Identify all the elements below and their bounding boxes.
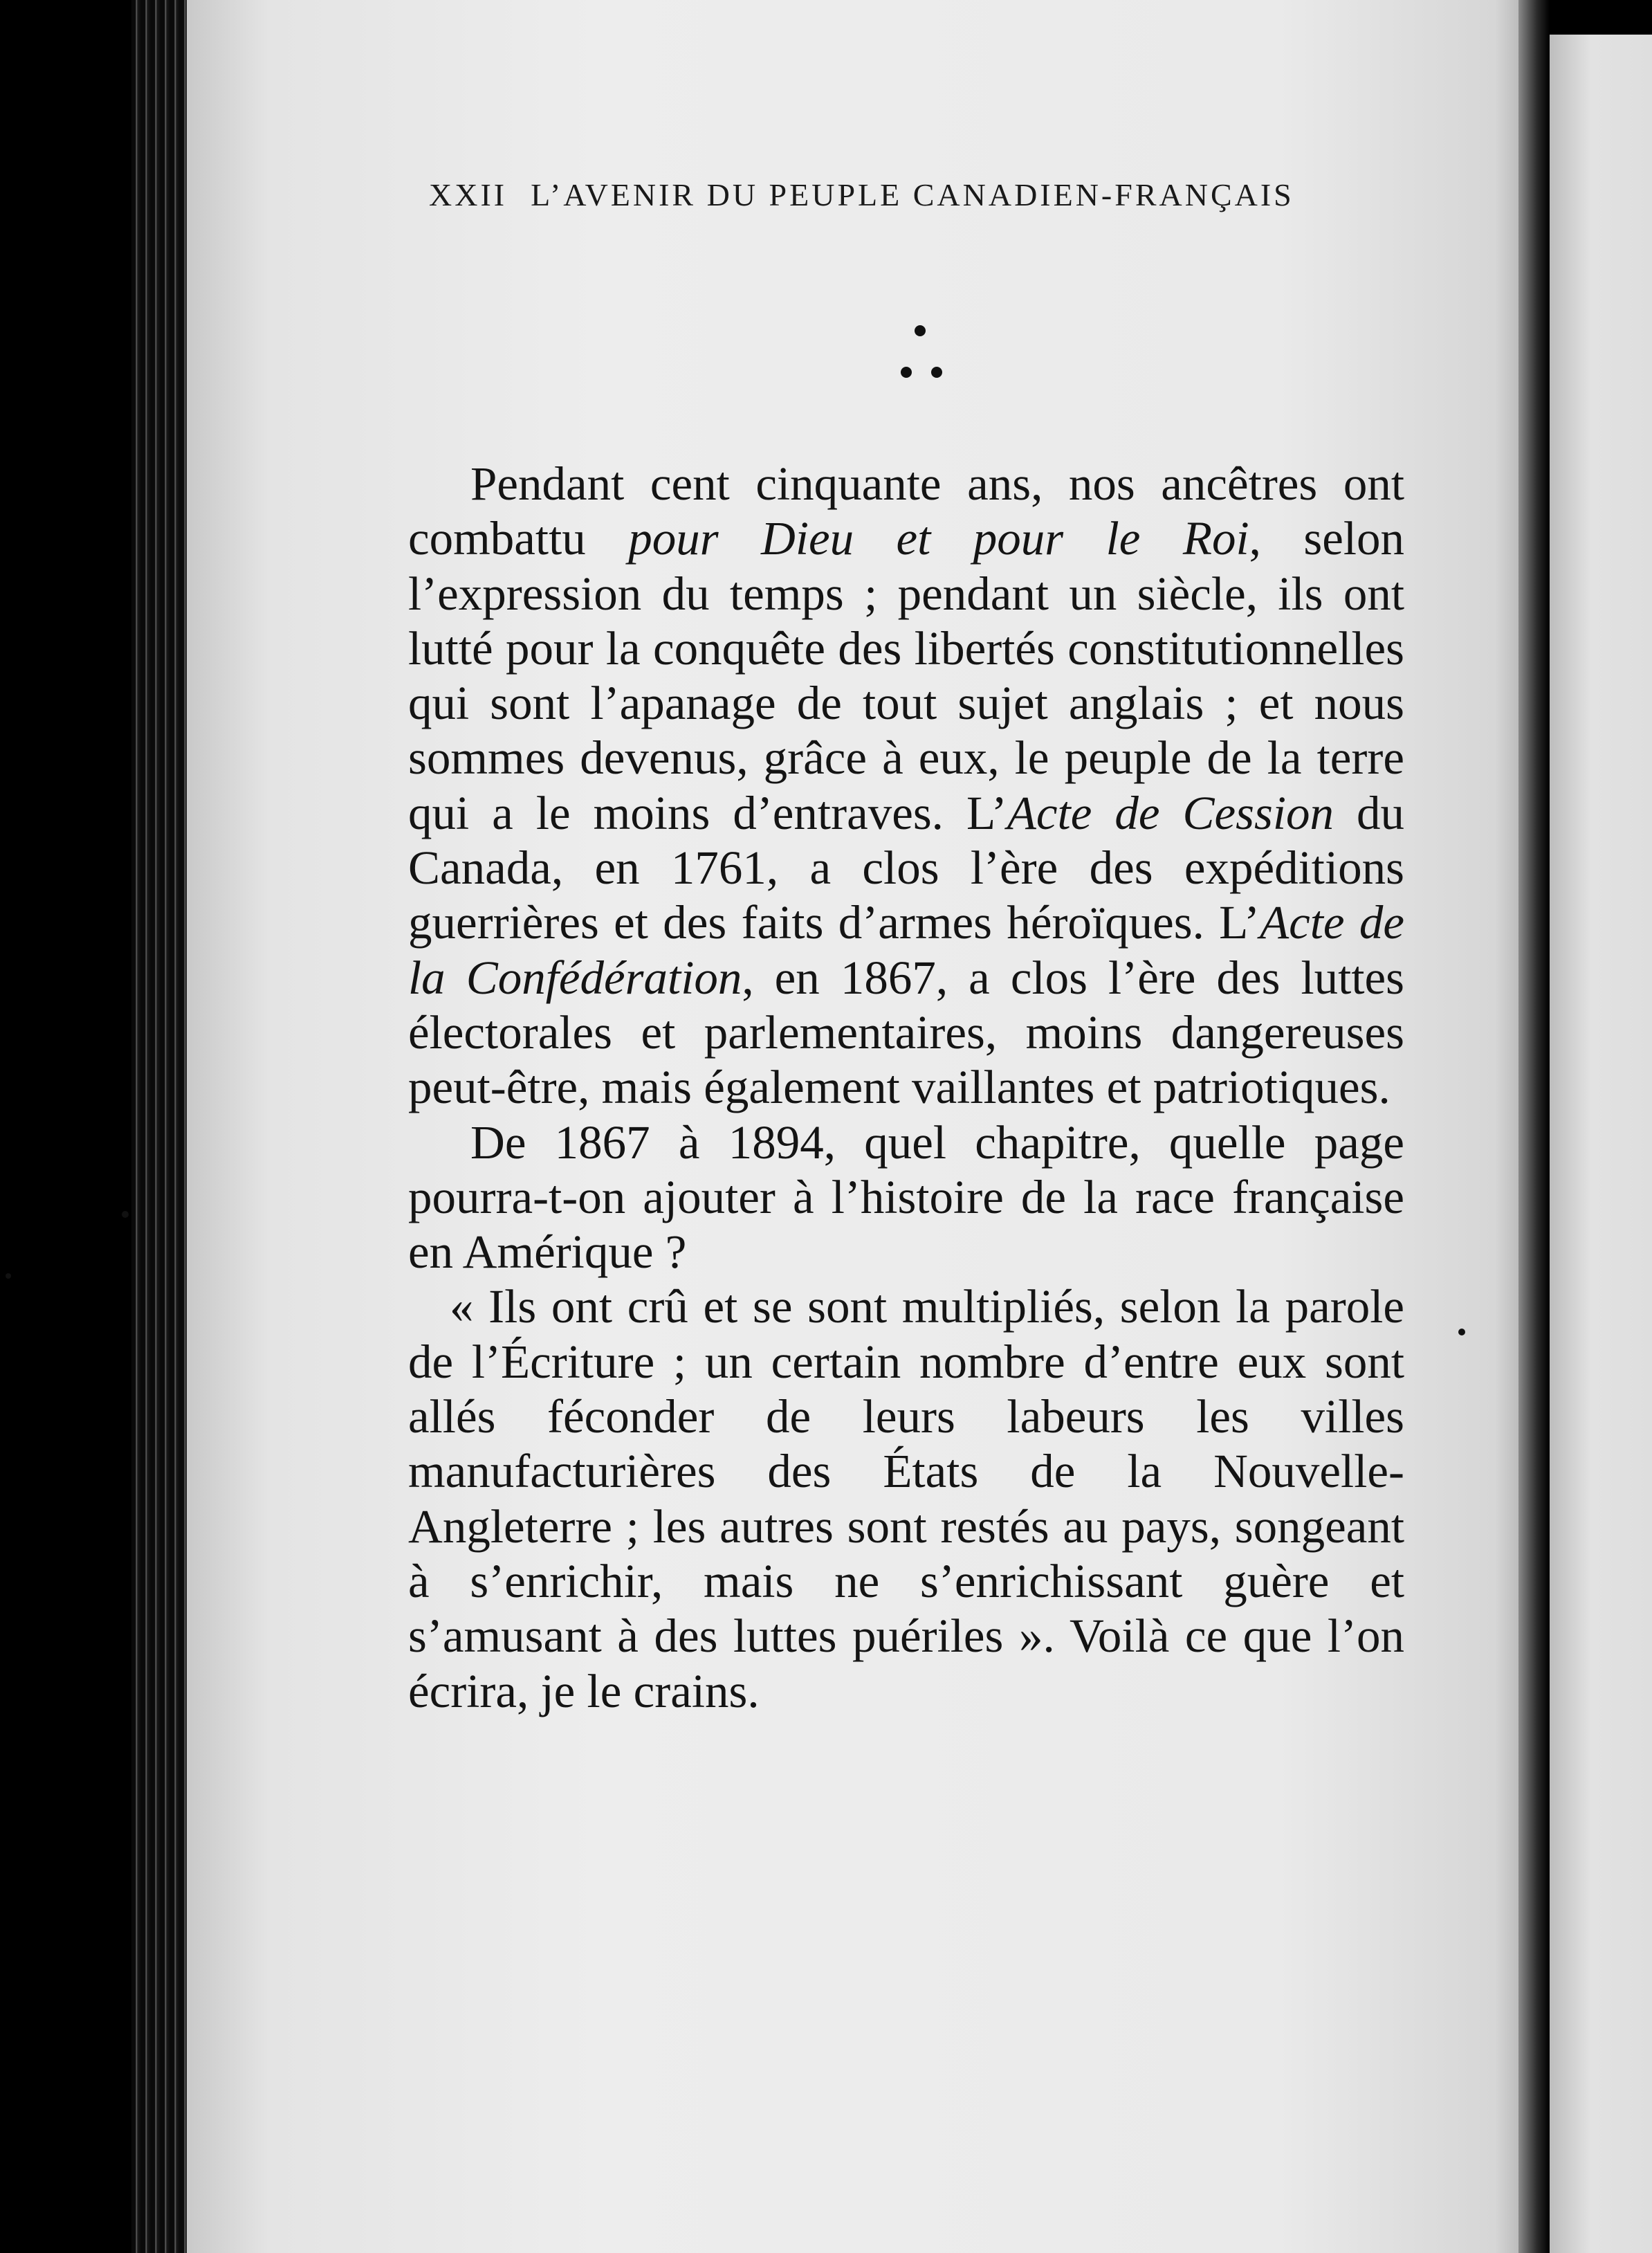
page-number: XXII — [429, 177, 508, 212]
ornament-dot-left — [901, 367, 912, 378]
page-edge-strips — [131, 0, 194, 2253]
facing-page-edge — [1550, 35, 1652, 2253]
paragraph-2: De 1867 à 1894, quel chapitre, quelle page pourra-t-on ajouter à l’histoire de la race française en Amérique ? — [408, 1115, 1404, 1279]
p1-text-a: Pendant cent cinquante ans, nos ancêtres ont combattu — [408, 457, 1404, 565]
speck — [1458, 1329, 1465, 1335]
p1-italic-f: Acte de la Confédération — [408, 896, 1405, 1004]
ornament-dot-right — [931, 367, 942, 378]
paragraph-3: « Ils ont crû et se sont multipliés, selon la parole de l’Écriture ; un certain nombre d’entre eux sont allés féconder de leurs labeurs les villes manufacturières des États de la Nouvelle-Angleterre ; les autres sont restés au pays, songeant à s’enrichir, mais ne s’enrichissant guère et s’amusant à des luttes puériles ». Voilà ce que l’on écrira, je le crains. — [408, 1280, 1404, 1717]
p1-text-c: , selon l’expression du temps ; pendant un siècle, ils ont lutté pour la conquête des libertés constitutionnelles qui sont l’apanage de tout sujet anglais ; et nous sommes devenus, grâce à eux, le peuple de la terre qui a le moins d’entraves. L’ — [408, 512, 1404, 839]
p1-text-e: du Canada, en 1761, a clos l’ère des expéditions guerrières et des faits d’armes héroïques. L’ — [408, 786, 1405, 949]
body-text — [408, 457, 1404, 1719]
p1-text-g: , en 1867, a clos l’ère des luttes électorales et parlementaires, moins dangereuses peut-être, mais également vaillantes et patriotiques. — [408, 951, 1404, 1114]
running-title: L’AVENIR DU PEUPLE CANADIEN-FRANÇAIS — [531, 177, 1294, 212]
running-head — [429, 176, 1363, 213]
book-gutter — [1518, 0, 1550, 2253]
p1-italic-d: Acte de Cession — [1007, 786, 1334, 839]
paragraph-1 — [408, 457, 1404, 1115]
speck — [122, 1211, 129, 1218]
speck — [6, 1273, 11, 1279]
ornament-dot-top — [915, 325, 926, 336]
p1-italic-b: pour Dieu et pour le Roi — [628, 512, 1249, 565]
